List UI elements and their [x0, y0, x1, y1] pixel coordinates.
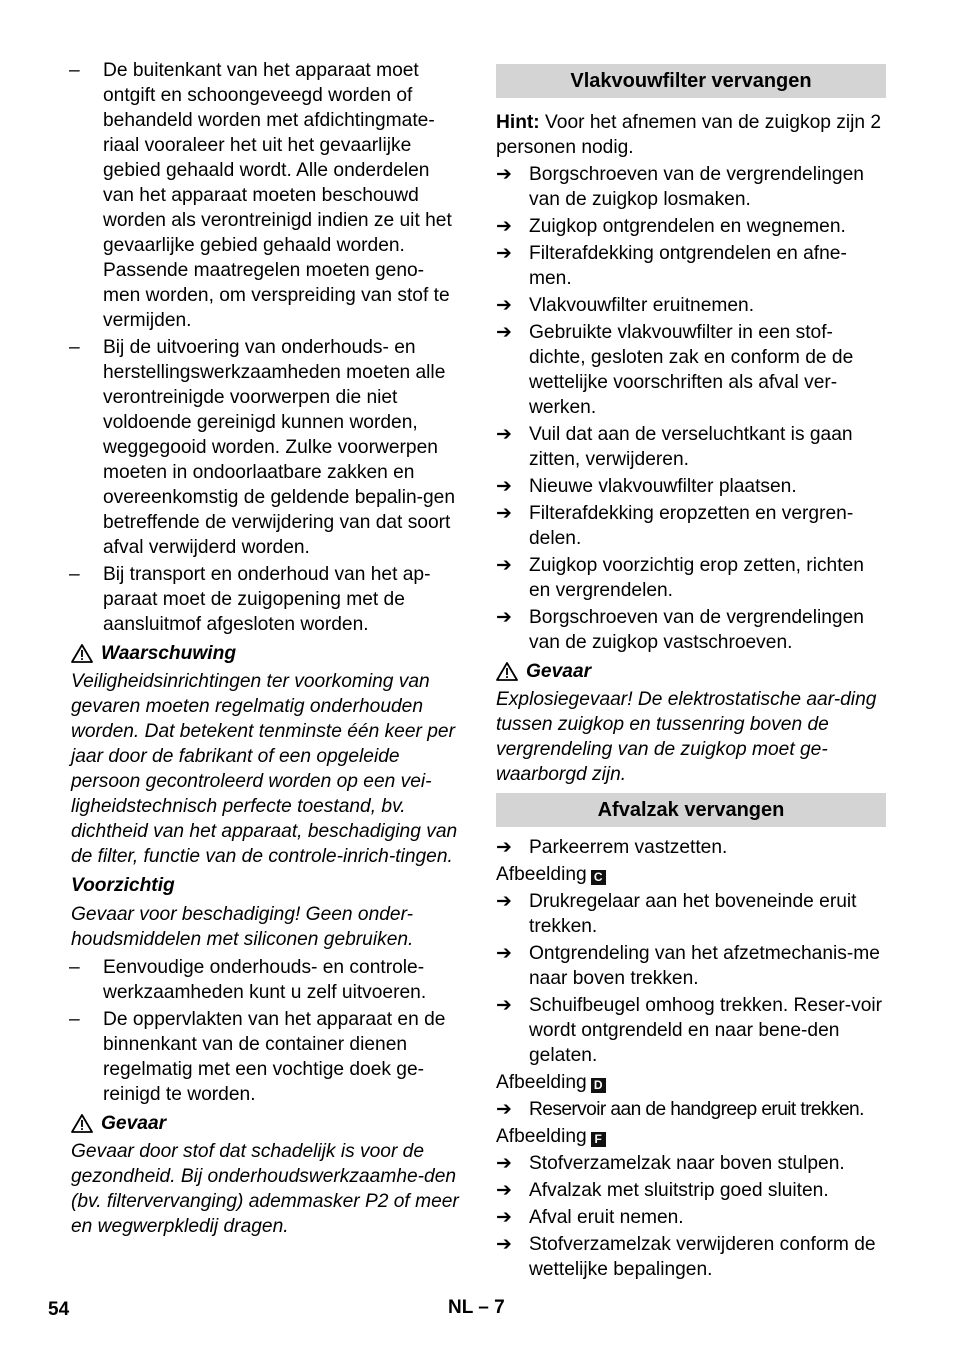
- figure-badge: D: [591, 1078, 606, 1093]
- step-item: [496, 1097, 886, 1122]
- step-text: Afval eruit nemen.: [529, 1207, 684, 1228]
- hint: [496, 110, 886, 160]
- step-text: Schuifbeugel omhoog trekken. Reser-voir wordt ontgrendeld en naar bene-den gelaten.: [529, 995, 883, 1066]
- left-column: [71, 58, 461, 1242]
- warning-triangle-icon: [71, 644, 93, 663]
- step-item: [496, 320, 886, 420]
- step-item: [496, 1205, 886, 1230]
- warning-title: Waarschuwing: [101, 643, 237, 664]
- list-item: – De oppervlakten van het apparaat en de binnenkant van de container dienen regelmatig met een vochtige doek ge-reinigd te worden.: [71, 1007, 461, 1107]
- figure-badge: F: [591, 1132, 606, 1147]
- warning-text: Veiligheidsinrichtingen ter voorkoming van gevaren moeten regelmatig onderhouden worden. Dat betekent tenminste één keer per jaar door de fabrikant of een opgeleide persoon gecontroleerd worden op een vei-ligheidstechnisch perfecte toestand, bv. dichtheid van het apparaat, beschadiging van de filter, functie van de controle-inrich-tingen.: [71, 671, 458, 867]
- caution-title: Voorzichtig: [71, 875, 175, 896]
- language-page-label: NL – 7: [448, 1297, 505, 1318]
- step-text: Ontgrendeling van het afzetmechanis-me naar boven trekken.: [529, 943, 880, 989]
- arrow-right-icon: ➔: [496, 607, 512, 628]
- arrow-right-icon: ➔: [496, 1153, 512, 1174]
- list-item: – Bij transport en onderhoud van het ap-paraat moet de zuigopening met de aansluitmof afgesloten worden.: [71, 562, 461, 637]
- figure-label: Afbeelding: [496, 864, 587, 885]
- danger-title: Gevaar: [101, 1113, 167, 1134]
- arrow-right-icon: ➔: [496, 424, 512, 445]
- step-item: [496, 941, 886, 991]
- step-item: [496, 293, 886, 318]
- figure-ref: [496, 1124, 886, 1149]
- step-text: Nieuwe vlakvouwfilter plaatsen.: [529, 476, 797, 497]
- list-item: – Bij de uitvoering van onderhouds- en herstellingswerkzaamheden moeten alle verontreinigde voorwerpen die niet voldoende gereinigd kunnen worden, weggegooid worden. Zulke voorwerpen moeten in ondoorlaatbare zakken en overeenkomstig de geldende bepalin-gen betreffende de verwijdering van dat soort afval verwijderd worden.: [71, 335, 461, 560]
- arrow-right-icon: ➔: [496, 243, 512, 264]
- step-text: Borgschroeven van de vergrendelingen van de zuigkop vastschroeven.: [529, 607, 864, 653]
- arrow-right-icon: ➔: [496, 995, 512, 1016]
- arrow-right-icon: ➔: [496, 503, 512, 524]
- arrow-right-icon: ➔: [496, 164, 512, 185]
- step-item: [496, 889, 886, 939]
- step-item: [496, 501, 886, 551]
- arrow-right-icon: ➔: [496, 295, 512, 316]
- warning-triangle-icon: [496, 662, 518, 681]
- hint-label: Hint:: [496, 112, 540, 133]
- step-item: [496, 162, 886, 212]
- step-text: Afvalzak met sluitstrip goed sluiten.: [529, 1180, 829, 1201]
- arrow-right-icon: ➔: [496, 943, 512, 964]
- arrow-right-icon: ➔: [496, 1180, 512, 1201]
- step-text: Drukregelaar aan het boveneinde eruit trekken.: [529, 891, 857, 937]
- step-item: [496, 1232, 886, 1282]
- figure-ref: [496, 1070, 886, 1095]
- step-text: Stofverzamelzak verwijderen conform de wettelijke bepalingen.: [529, 1234, 876, 1280]
- hint-text: Voor het afnemen van de zuigkop zijn 2 personen nodig.: [496, 112, 882, 158]
- step-text: Zuigkop voorzichtig erop zetten, richten en vergrendelen.: [529, 555, 864, 601]
- arrow-right-icon: ➔: [496, 322, 512, 343]
- step-text: Stofverzamelzak naar boven stulpen.: [529, 1153, 845, 1174]
- figure-label: Afbeelding: [496, 1072, 587, 1093]
- list-item: – Eenvoudige onderhouds- en controle-werkzaamheden kunt u zelf uitvoeren.: [71, 955, 461, 1005]
- figure-badge: C: [591, 870, 606, 885]
- step-item: [496, 214, 886, 239]
- warning-heading: [71, 641, 461, 666]
- section-title: Afvalzak vervangen: [496, 793, 886, 827]
- caution-text: Gevaar voor beschadiging! Geen onder-houdsmiddelen met siliconen gebruiken.: [71, 904, 414, 950]
- figure-ref: [496, 862, 886, 887]
- arrow-right-icon: ➔: [496, 1207, 512, 1228]
- step-text: Zuigkop ontgrendelen en wegnemen.: [529, 216, 846, 237]
- danger-heading: [71, 1111, 461, 1136]
- step-text: Vlakvouwfilter eruitnemen.: [529, 295, 755, 316]
- arrow-right-icon: ➔: [496, 837, 512, 858]
- step-item: [496, 422, 886, 472]
- danger-text: Gevaar door stof dat schadelijk is voor de gezondheid. Bij onderhoudswerkzaamhe-den (bv. filtervervanging) ademmasker P2 of meer en wegwerpkledij dragen.: [71, 1141, 459, 1237]
- step-text: Borgschroeven van de vergrendelingen van de zuigkop losmaken.: [529, 164, 864, 210]
- step-item: [496, 241, 886, 291]
- step-item: [496, 1151, 886, 1176]
- arrow-right-icon: ➔: [496, 1234, 512, 1255]
- figure-label: Afbeelding: [496, 1126, 587, 1147]
- arrow-right-icon: ➔: [496, 555, 512, 576]
- step-item: [496, 1178, 886, 1203]
- list-item: – De buitenkant van het apparaat moet ontgift en schoongeveegd worden of behandeld worden met afdichtingmate-riaal vooraleer het uit het gevaarlijke gebied gehaald wordt. Alle onderdelen van het apparaat moeten beschouwd worden als verontreinigd indien ze uit het gevaarlijke gebied gehaald worden. Passende maatregelen moeten geno-men worden, om verspreiding van stof te vermijden.: [71, 58, 461, 333]
- danger-heading: [496, 659, 886, 684]
- arrow-right-icon: ➔: [496, 891, 512, 912]
- page-number: 54: [48, 1299, 70, 1320]
- step-text: Filterafdekking eropzetten en vergren-delen.: [529, 503, 854, 549]
- step-item: [496, 993, 886, 1068]
- step-item: [496, 605, 886, 655]
- arrow-right-icon: ➔: [496, 476, 512, 497]
- danger-title: Gevaar: [526, 661, 592, 682]
- right-column: [496, 58, 886, 1284]
- step-text: Vuil dat aan de verseluchtkant is gaan zitten, verwijderen.: [529, 424, 853, 470]
- step-item: [496, 474, 886, 499]
- step-text: Filterafdekking ontgrendelen en afne-men.: [529, 243, 847, 289]
- step-text: Reservoir aan de handgreep eruit trekken.: [529, 1099, 864, 1120]
- step-item: [496, 835, 886, 860]
- arrow-right-icon: ➔: [496, 1099, 512, 1120]
- step-item: [496, 553, 886, 603]
- step-text: Parkeerrem vastzetten.: [529, 837, 728, 858]
- arrow-right-icon: ➔: [496, 216, 512, 237]
- step-text: Gebruikte vlakvouwfilter in een stof-dichte, gesloten zak en conform de de wettelijke voorschriften als afval ver-werken.: [529, 322, 854, 418]
- section-title: Vlakvouwfilter vervangen: [496, 64, 886, 98]
- danger-text: Explosiegevaar! De elektrostatische aar-ding tussen zuigkop en tussenring boven de vergrendeling van de zuigkop moet ge-waarborgd zijn.: [496, 689, 877, 785]
- warning-triangle-icon: [71, 1114, 93, 1133]
